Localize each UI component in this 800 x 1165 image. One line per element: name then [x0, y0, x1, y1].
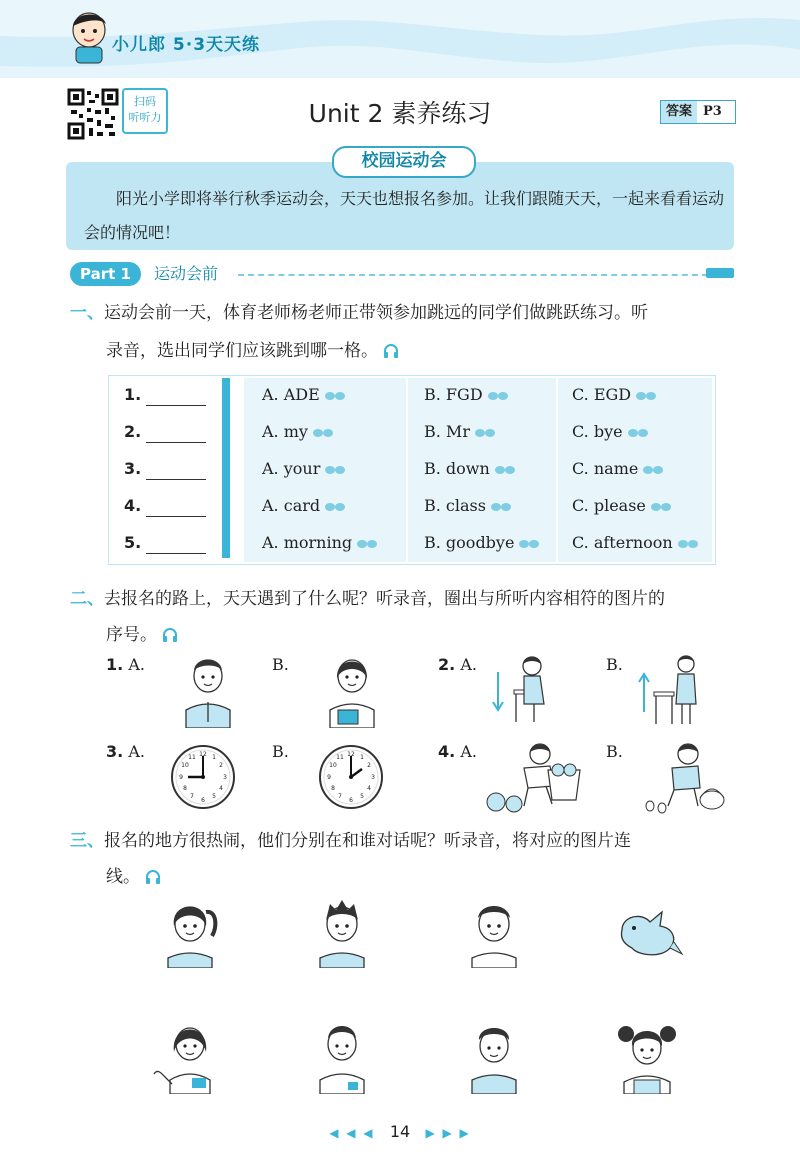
option-text: A. my [262, 422, 308, 441]
column-divider [406, 378, 408, 562]
q1-option-a[interactable] [262, 422, 334, 441]
answer-blank[interactable] [146, 553, 206, 554]
man-shirt-icon[interactable] [312, 1018, 372, 1094]
footprint-icon [490, 501, 512, 513]
footprint-icon [677, 538, 699, 550]
q2-item-2 [438, 655, 477, 674]
footprint-icon [324, 464, 346, 476]
svg-text:8: 8 [183, 785, 187, 792]
q3-line2 [106, 858, 161, 896]
q2-item-1 [106, 655, 145, 674]
svg-text:9: 9 [327, 774, 331, 781]
headphones-icon[interactable] [162, 628, 178, 642]
q2-item-number: 1. [106, 655, 124, 674]
q1-option-c[interactable] [572, 533, 699, 552]
option-text: A. morning [262, 533, 353, 552]
footprint-icon [642, 464, 664, 476]
svg-text:12: 12 [347, 751, 355, 758]
banner-tag: 校园运动会 [332, 146, 476, 178]
q2-line2 [106, 616, 178, 654]
q3-text-1: 报名的地方很热闹，他们分别在和谁对话呢？听录音，将对应的图片连 [104, 831, 631, 851]
pencil-icon [706, 268, 734, 278]
q1-option-b[interactable] [424, 533, 540, 552]
option-text: C. please [572, 496, 646, 515]
footprint-icon [627, 427, 649, 439]
q1-option-b[interactable] [424, 496, 512, 515]
q1-option-a[interactable] [262, 459, 346, 478]
footprint-icon [487, 390, 509, 402]
q1-option-a[interactable] [262, 496, 346, 515]
q1-line1 [70, 294, 750, 332]
q2-item-1-b[interactable]: B. [272, 655, 289, 674]
clock-nine-icon[interactable] [170, 744, 236, 810]
girl-sit-down-icon[interactable] [488, 652, 554, 728]
option-text: B. down [424, 459, 490, 478]
girl-stand-up-icon[interactable] [634, 652, 700, 728]
svg-text:5: 5 [360, 793, 364, 800]
svg-text:1: 1 [212, 754, 216, 761]
footprint-icon [474, 427, 496, 439]
q1-row-number: 4. [124, 496, 142, 515]
footprint-icon [356, 538, 378, 550]
option-a-label[interactable]: A. [128, 742, 145, 761]
option-text: B. Mr [424, 422, 470, 441]
footprint-icon [324, 390, 346, 402]
answer-blank[interactable] [146, 405, 206, 406]
svg-text:4: 4 [219, 785, 223, 792]
svg-text:11: 11 [188, 754, 196, 761]
scan-label: 扫码 [134, 95, 156, 108]
option-text: A. your [262, 459, 321, 478]
girl-with-book-icon[interactable] [324, 652, 380, 728]
girl-pigtails-icon[interactable] [614, 1018, 680, 1094]
q2-item-number: 4. [438, 742, 456, 761]
option-text: B. FGD [424, 385, 483, 404]
footprint-icon [324, 501, 346, 513]
q1-option-b[interactable] [424, 385, 509, 404]
option-text: A. card [262, 496, 321, 515]
footprint-icon [650, 501, 672, 513]
answer-ref [660, 100, 736, 124]
q1-line2 [106, 332, 399, 370]
q1-text-1: 运动会前一天，体育老师杨老师正带领参加跳远的同学们做跳跃练习。听 [104, 303, 648, 323]
q2-text-1: 去报名的路上，天天遇到了什么呢？听录音，圈出与所听内容相符的图片的 [104, 589, 665, 609]
svg-text:8: 8 [331, 785, 335, 792]
q2-item-number: 2. [438, 655, 456, 674]
q1-option-c[interactable] [572, 385, 657, 404]
footer-right-arrows: ▶ ▶ ▶ [425, 1126, 471, 1140]
boy-eggs-basket-icon[interactable] [628, 740, 728, 814]
q1-row-number: 2. [124, 422, 142, 441]
q1-option-b[interactable] [424, 422, 496, 441]
svg-text:3: 3 [371, 774, 375, 781]
svg-text:7: 7 [338, 793, 342, 800]
q1-option-a[interactable] [262, 533, 378, 552]
part-tag: Part 1 [70, 262, 141, 286]
svg-text:10: 10 [329, 762, 337, 769]
option-text: C. afternoon [572, 533, 673, 552]
option-text: C. bye [572, 422, 623, 441]
banner-text: 阳光小学即将举行秋季运动会，天天也想报名参加。让我们跟随天天，一起来看看运动会的情况吧！ [84, 189, 725, 242]
q2-item-2-b[interactable]: B. [606, 655, 623, 674]
svg-text:2: 2 [367, 762, 371, 769]
page-footer [0, 1122, 800, 1141]
boy-curly-hair-icon[interactable] [464, 1018, 524, 1094]
page-number: 14 [389, 1122, 411, 1141]
table-separator [222, 378, 230, 558]
q2-item-4 [438, 742, 477, 761]
q1-option-c[interactable] [572, 422, 649, 441]
q1-text-2: 录音，选出同学们应该跳到哪一格。 [106, 341, 378, 361]
q3-number: 三、 [70, 831, 104, 851]
boy-picture-icon[interactable] [180, 652, 236, 728]
girl-ponytail-icon[interactable] [160, 896, 220, 968]
listen-label: 听听力 [128, 111, 162, 124]
brand-title: 小儿郎 5·3天天练 [112, 35, 261, 55]
boy-spiky-hair-icon[interactable] [312, 896, 372, 968]
footer-left-arrows: ◀ ◀ ◀ [329, 1126, 375, 1140]
mascot-icon [66, 8, 112, 64]
option-text: B. goodbye [424, 533, 515, 552]
q3-line1 [70, 822, 750, 860]
footprint-icon [494, 464, 516, 476]
dragon-icon[interactable] [612, 904, 684, 960]
footprint-icon [312, 427, 334, 439]
q1-row-number: 3. [124, 459, 142, 478]
headphones-icon[interactable] [383, 344, 399, 358]
svg-text:12: 12 [199, 751, 207, 758]
clock-two-icon[interactable] [318, 744, 384, 810]
q2-line1 [70, 580, 750, 618]
svg-text:7: 7 [190, 793, 194, 800]
q1-option-a[interactable] [262, 385, 346, 404]
svg-text:1: 1 [360, 754, 364, 761]
boy-short-hair-icon[interactable] [464, 896, 524, 968]
woman-waving-icon[interactable] [152, 1018, 218, 1094]
svg-text:6: 6 [349, 797, 353, 804]
option-text: C. name [572, 459, 639, 478]
footprint-icon [518, 538, 540, 550]
column-divider [556, 378, 558, 562]
q2-number: 二、 [70, 589, 104, 609]
answer-blank[interactable] [146, 516, 206, 517]
q3-text-2: 线。 [106, 867, 140, 887]
answer-label: 答案 [661, 101, 697, 123]
boy-balls-basket-icon[interactable] [484, 740, 594, 814]
q1-option-b[interactable] [424, 459, 516, 478]
q2-text-2: 序号。 [106, 625, 157, 645]
svg-text:10: 10 [181, 762, 189, 769]
answer-page: P3 [703, 104, 722, 119]
q1-number: 一、 [70, 303, 104, 323]
option-a-label[interactable]: A. [460, 742, 477, 761]
footprint-icon [635, 390, 657, 402]
part-subtitle: 运动会前 [154, 264, 219, 283]
dashed-divider [238, 274, 708, 276]
option-text: B. class [424, 496, 486, 515]
q1-option-c[interactable] [572, 459, 664, 478]
option-text: C. EGD [572, 385, 632, 404]
q2-item-number: 3. [106, 742, 124, 761]
svg-text:11: 11 [336, 754, 344, 761]
svg-text:3: 3 [223, 774, 227, 781]
headphones-icon[interactable] [145, 870, 161, 884]
svg-text:5: 5 [212, 793, 216, 800]
q2-item-3-b[interactable]: B. [272, 742, 289, 761]
answer-blank[interactable] [146, 479, 206, 480]
svg-text:2: 2 [219, 762, 223, 769]
svg-text:6: 6 [201, 797, 205, 804]
answer-blank[interactable] [146, 442, 206, 443]
option-text: A. ADE [262, 385, 320, 404]
q1-option-c[interactable] [572, 496, 672, 515]
page-title: Unit 2 素养练习 [308, 99, 492, 128]
svg-text:4: 4 [367, 785, 371, 792]
svg-text:9: 9 [179, 774, 183, 781]
option-a-label[interactable]: A. [128, 655, 145, 674]
q1-row-number: 1. [124, 385, 142, 404]
q2-item-3 [106, 742, 145, 761]
q1-row-number: 5. [124, 533, 142, 552]
option-a-label[interactable]: A. [460, 655, 477, 674]
q2-item-4-b[interactable]: B. [606, 742, 623, 761]
